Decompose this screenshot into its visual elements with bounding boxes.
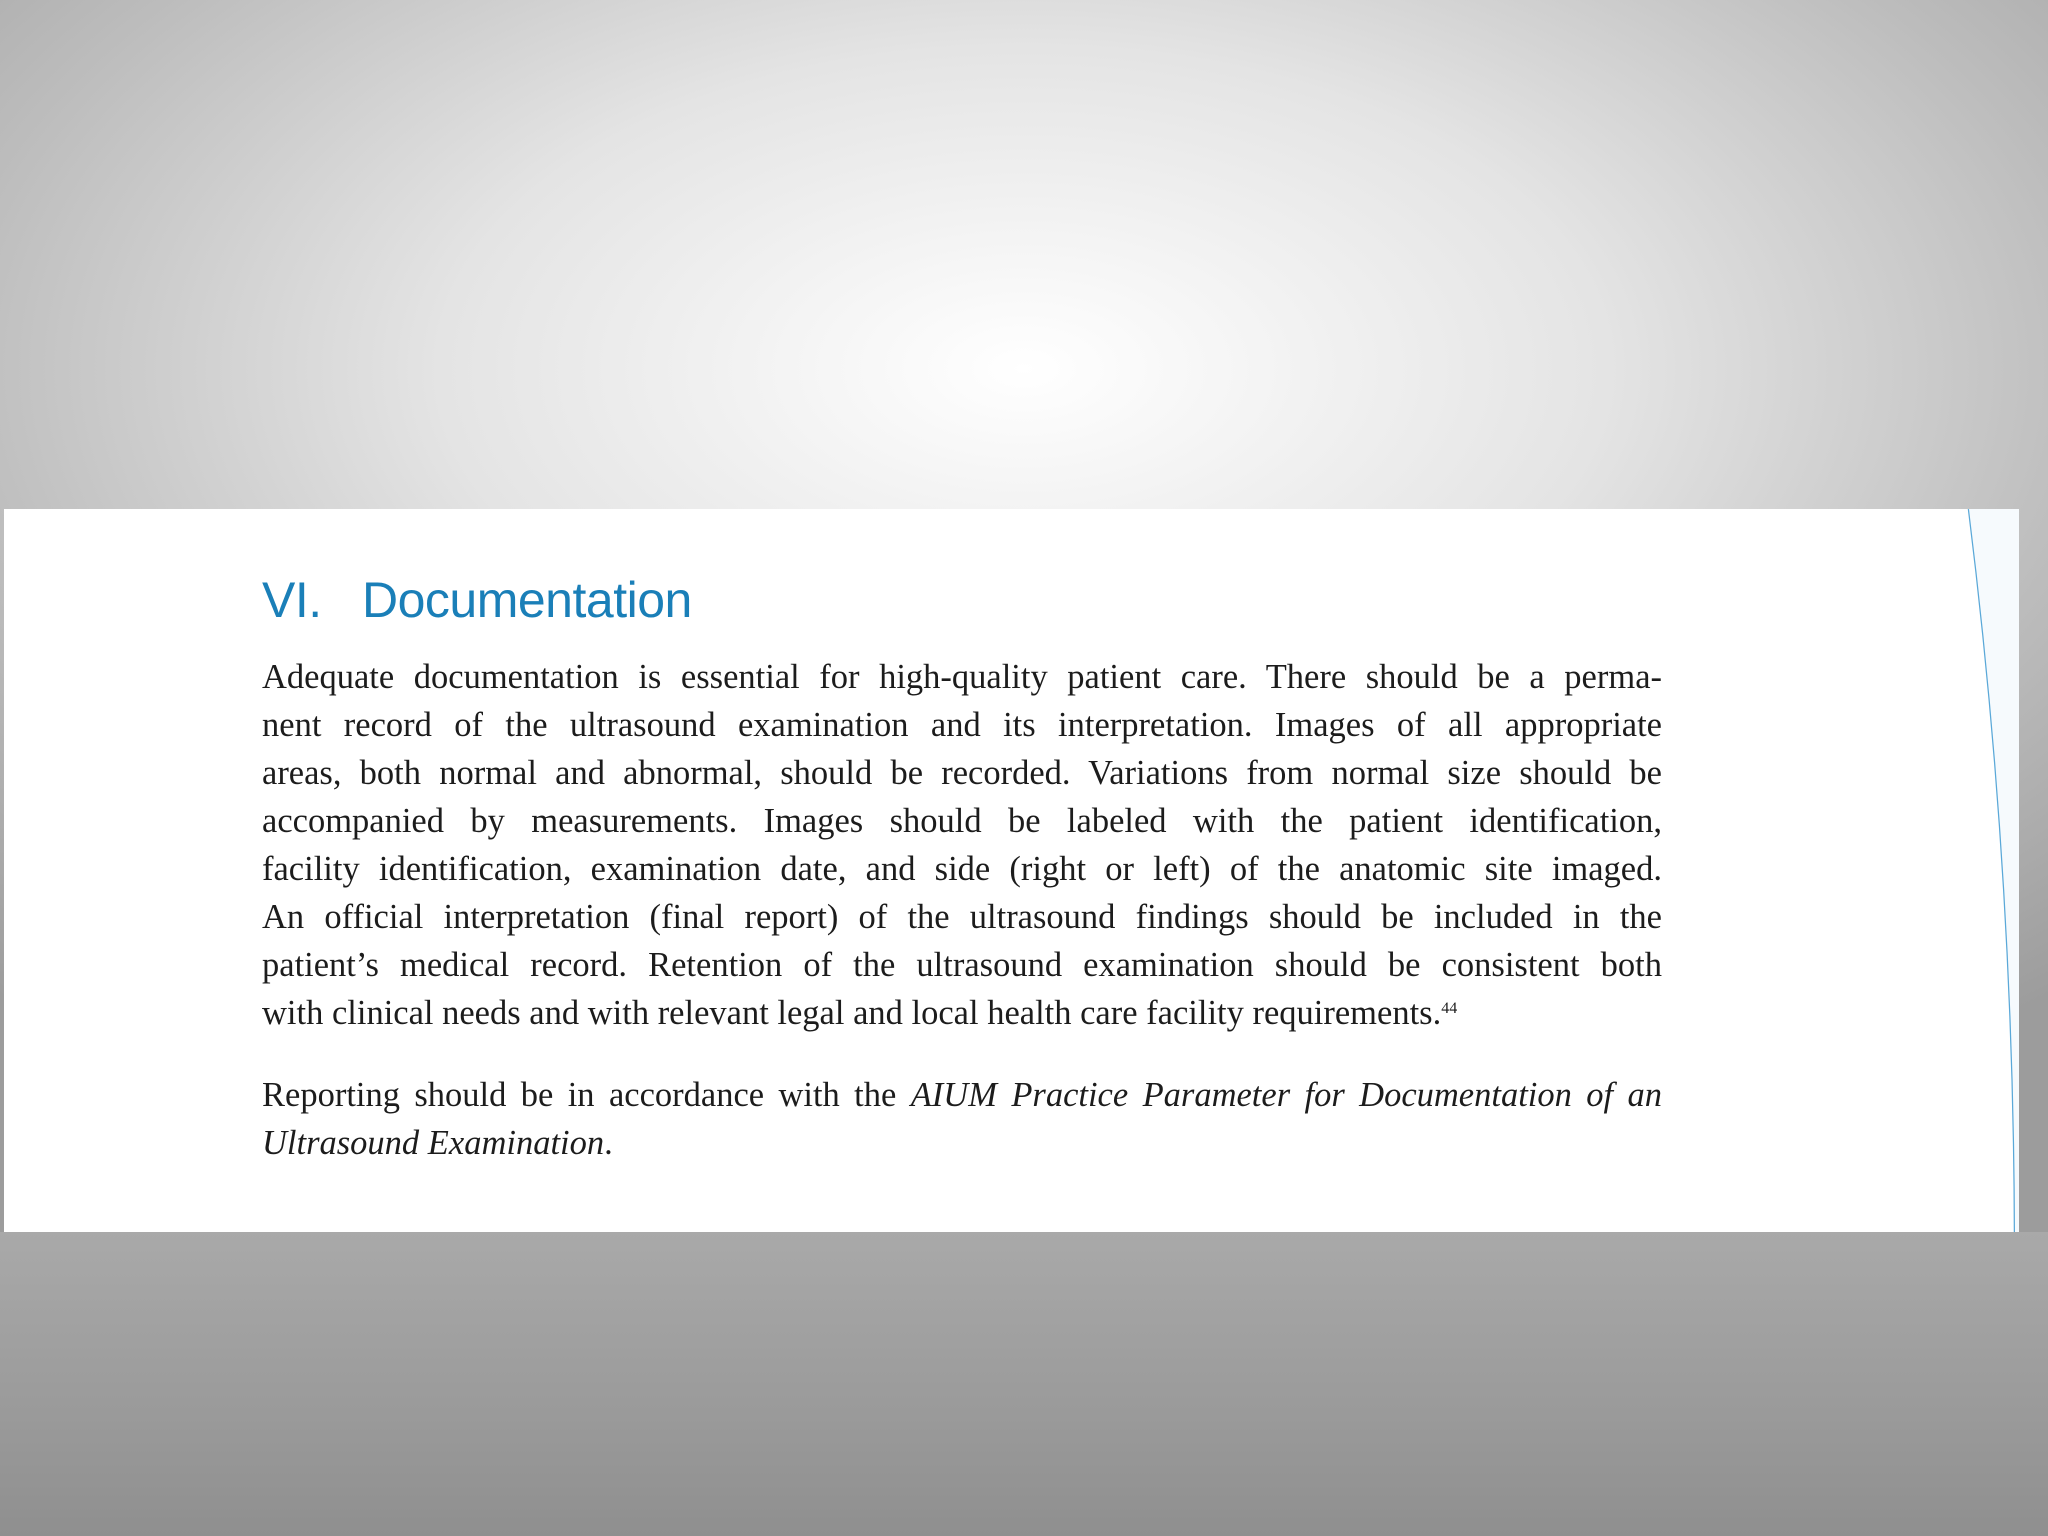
paragraph-line-text: with clinical needs and with relevant legal and local health care facility requirements. bbox=[262, 994, 1442, 1032]
section-title: Documentation bbox=[362, 572, 692, 628]
reference-superscript: 44 bbox=[1441, 1000, 1458, 1017]
document-excerpt bbox=[4, 509, 2019, 1232]
section-heading bbox=[262, 571, 692, 629]
decorative-edge-curve bbox=[1939, 509, 2019, 1232]
paragraph-line: An official interpretation (final report) of the ultrasound findings should be included in the bbox=[262, 898, 1662, 936]
section-number: VI. bbox=[262, 572, 322, 628]
paragraph-line: accompanied by measurements. Images should be labeled with the patient identification, bbox=[262, 802, 1662, 840]
reporting-paragraph bbox=[262, 1071, 1662, 1167]
reporting-line-2 bbox=[262, 1119, 1662, 1167]
paragraph-line-last bbox=[262, 989, 1662, 1037]
paragraph-line: Adequate documentation is essential for high-quality patient care. There should be a perma- bbox=[262, 658, 1662, 696]
reporting-tail-text: . bbox=[604, 1124, 613, 1162]
paragraph-line: patient’s medical record. Retention of the ultrasound examination should be consistent both bbox=[262, 946, 1662, 984]
paragraph-line: areas, both normal and abnormal, should be recorded. Variations from normal size should be bbox=[262, 754, 1662, 792]
citation-title-part-2: Ultrasound Examination bbox=[262, 1124, 605, 1162]
citation-title-part-1: AIUM Practice Parameter for Documentation of an bbox=[910, 1076, 1662, 1114]
paragraph-line: facility identification, examination date, and side (right or left) of the anatomic site imaged. bbox=[262, 850, 1662, 888]
reporting-line-1 bbox=[262, 1071, 1662, 1119]
background-lower-shade bbox=[0, 1232, 2048, 1536]
documentation-paragraph bbox=[262, 653, 1662, 1037]
paragraph-line: nent record of the ultrasound examination and its interpretation. Images of all appropriate bbox=[262, 706, 1662, 744]
reporting-lead-text: Reporting should be in accordance with the bbox=[262, 1076, 911, 1114]
